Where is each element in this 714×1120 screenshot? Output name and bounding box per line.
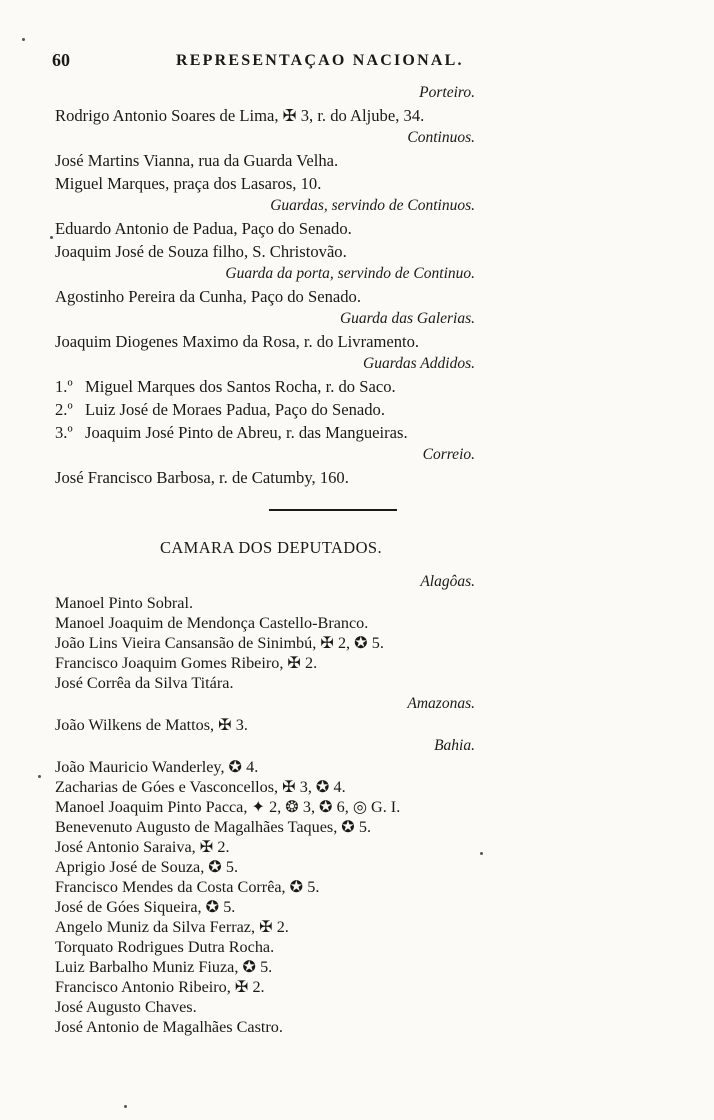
section-title: CAMARA DOS DEPUTADOS. [159,538,383,557]
section-heading: Guardas Addidos. [363,355,475,372]
staff-list [55,82,515,489]
entry-text: Angelo Muniz da Silva Ferraz, ✠ 2. [55,918,289,936]
ordinal-label: 1.º [55,377,73,396]
list-entry [55,857,515,877]
entry-text: João Mauricio Wanderley, ✪ 4. [55,758,259,776]
section-heading: Guardas, servindo de Continuos. [270,197,475,214]
list-entry [55,897,515,917]
entry-text: José Corrêa da Silva Titára. [55,674,234,692]
speck [22,38,25,41]
entry-text: Manoel Joaquim de Mendonça Castello-Branco. [55,614,369,632]
list-entry [55,398,515,421]
list-entry [55,240,515,263]
speck [124,1105,127,1108]
entry-text: José Antonio Saraiva, ✠ 2. [55,838,230,856]
speck [480,852,483,855]
section-heading: Guarda das Galerias. [339,310,475,327]
entry-text: João Wilkens de Mattos, ✠ 3. [55,716,248,734]
page-header [52,50,500,74]
list-entry [55,877,515,897]
entry-text: José de Góes Siqueira, ✪ 5. [55,898,236,916]
entry-text: José Francisco Barbosa, r. de Catumby, 160. [55,468,349,487]
entry-text: Francisco Mendes da Costa Corrêa, ✪ 5. [55,878,320,896]
list-entry [55,330,515,353]
list-entry [55,285,515,308]
speck [50,236,53,239]
page-number: 60 [52,50,70,70]
list-entry [55,673,515,693]
entry-text: Joaquim José de Souza filho, S. Christovão. [55,242,347,261]
list-entry [55,957,515,977]
list-entry [55,593,515,613]
entry-text: João Lins Vieira Cansansão de Sinimbú, ✠ 2, ✪ 5. [55,634,384,652]
list-entry [55,613,515,633]
deputies-list [55,571,515,1037]
list-entry [55,757,515,777]
entry-text: Rodrigo Antonio Soares de Lima, ✠ 3, r. do Aljube, 34. [55,106,425,125]
list-entry [55,217,515,240]
list-entry [55,937,515,957]
list-entry [55,917,515,937]
list-entry [55,421,515,444]
list-entry [55,997,515,1017]
entry-text: Miguel Marques dos Santos Rocha, r. do Saco. [85,377,396,396]
speck [38,775,41,778]
list-entry [55,375,515,398]
list-entry [55,977,515,997]
ordinal-label: 3.º [55,423,73,442]
list-entry [55,715,515,735]
entry-text: Manoel Pinto Sobral. [55,594,194,612]
entry-text: Benevenuto Augusto de Magalhães Taques, ✪ 5. [55,818,372,836]
entry-text: José Martins Vianna, rua da Guarda Velha. [55,151,339,170]
section-heading: Bahia. [434,737,475,754]
page-body [55,82,515,1037]
entry-text: Agostinho Pereira da Cunha, Paço do Senado. [55,287,362,306]
list-entry [55,653,515,673]
entry-text: Manoel Joaquim Pinto Pacca, ✦ 2, ❂ 3, ✪ 6, ◎ G. I. [55,798,401,816]
entry-text: José Antonio de Magalhães Castro. [55,1018,283,1036]
list-entry [55,797,515,817]
entry-text: Eduardo Antonio de Padua, Paço do Senado. [55,219,352,238]
entry-text: José Augusto Chaves. [55,998,197,1016]
entry-text: Luiz Barbalho Muniz Fiuza, ✪ 5. [55,958,273,976]
entry-text: Zacharias de Góes e Vasconcellos, ✠ 3, ✪ 4. [55,778,346,796]
list-entry [55,777,515,797]
list-entry [55,837,515,857]
section-heading: Alagôas. [420,573,475,590]
section-heading: Correio. [422,446,475,463]
entry-text: Torquato Rodrigues Dutra Rocha. [55,938,275,956]
list-entry [55,466,515,489]
list-entry [55,149,515,172]
section-heading: Amazonas. [407,695,475,712]
list-entry [55,633,515,653]
section-heading: Continuos. [407,129,475,146]
ordinal-label: 2.º [55,400,73,419]
running-title: REPRESENTAÇAO NACIONAL. [176,52,464,69]
entry-text: Aprigio José de Souza, ✪ 5. [55,858,239,876]
list-entry [55,817,515,837]
entry-text: Francisco Joaquim Gomes Ribeiro, ✠ 2. [55,654,318,672]
entry-text: Miguel Marques, praça dos Lasaros, 10. [55,174,322,193]
list-entry [55,1017,515,1037]
entry-text: Luiz José de Moraes Padua, Paço do Senado. [85,400,386,419]
entry-text: Joaquim Diogenes Maximo da Rosa, r. do Livramento. [55,332,420,351]
section-heading: Guarda da porta, servindo de Continuo. [225,265,475,282]
section-heading: Porteiro. [419,84,475,101]
section-divider [269,509,397,511]
entry-text: Francisco Antonio Ribeiro, ✠ 2. [55,978,265,996]
list-entry [55,172,515,195]
entry-text: Joaquim José Pinto de Abreu, r. das Mangueiras. [85,423,408,442]
list-entry [55,104,515,127]
